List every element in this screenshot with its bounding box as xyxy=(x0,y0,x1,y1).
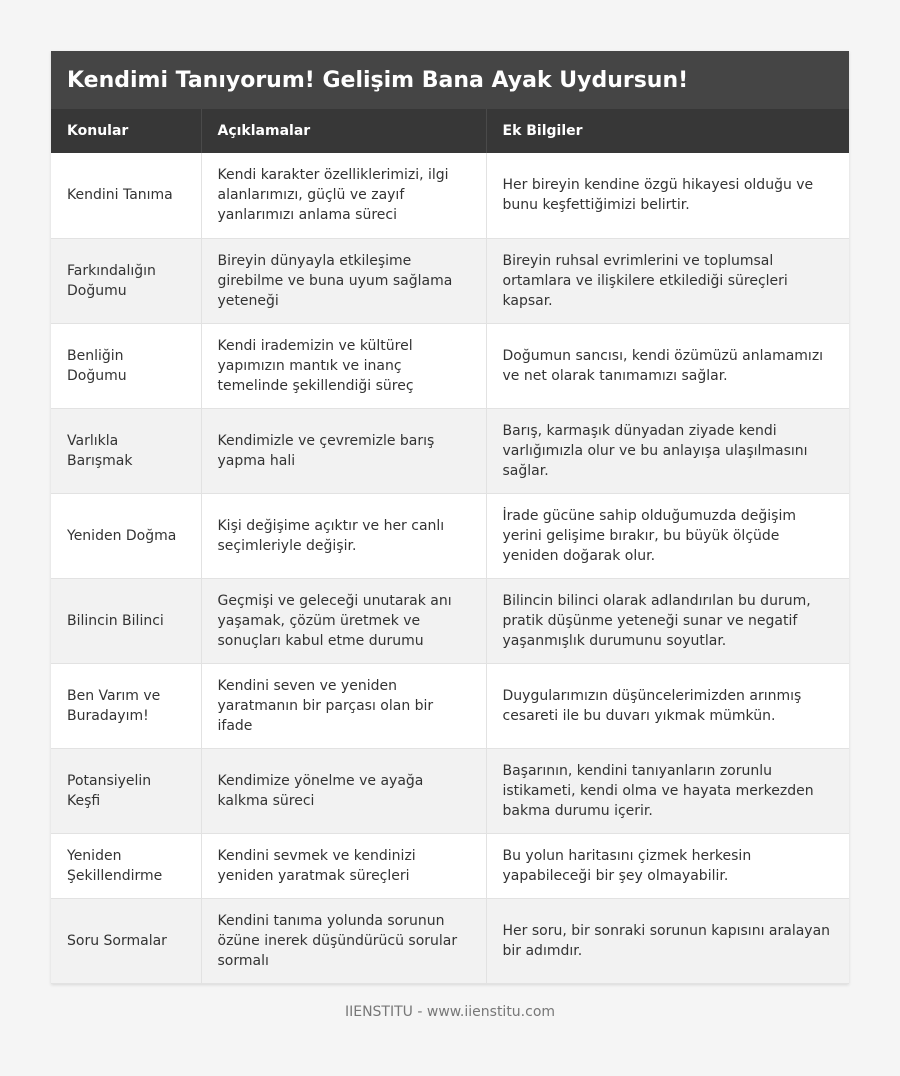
description-cell: Kendimize yönelme ve ayağa kalkma süreci xyxy=(201,748,486,833)
extra-info-cell: Her bireyin kendine özgü hikayesi olduğu ve bunu keşfettiğimizi belirtir. xyxy=(486,153,849,238)
column-header-descriptions: Açıklamalar xyxy=(201,109,486,153)
extra-info-cell: Duygularımızın düşüncelerimizden arınmış cesareti ile bu duvarı yıkmak mümkün. xyxy=(486,663,849,748)
topic-cell: Potansiyelin Keşfi xyxy=(51,748,201,833)
topic-cell: Yeniden Şekillendirme xyxy=(51,833,201,898)
table-header-row xyxy=(51,109,849,153)
topic-cell: Kendini Tanıma xyxy=(51,153,201,238)
table-row xyxy=(51,493,849,578)
description-cell: Kendini sevmek ve kendinizi yeniden yaratmak süreçleri xyxy=(201,833,486,898)
extra-info-cell: Bireyin ruhsal evrimlerini ve toplumsal ortamlara ve ilişkilere etkilediği süreçleri kapsar. xyxy=(486,238,849,323)
topic-cell: Bilincin Bilinci xyxy=(51,578,201,663)
topic-cell: Varlıkla Barışmak xyxy=(51,408,201,493)
extra-info-cell: Barış, karmaşık dünyadan ziyade kendi varlığımızla olur ve bu anlayışa ulaşılmasını sağlar. xyxy=(486,408,849,493)
extra-info-cell: Doğumun sancısı, kendi özümüzü anlamamızı ve net olarak tanımamızı sağlar. xyxy=(486,323,849,408)
table-row xyxy=(51,578,849,663)
table-row xyxy=(51,238,849,323)
topic-cell: Ben Varım ve Buradayım! xyxy=(51,663,201,748)
extra-info-cell: Her soru, bir sonraki sorunun kapısını aralayan bir adımdır. xyxy=(486,898,849,983)
extra-info-cell: İrade gücüne sahip olduğumuzda değişim yerini gelişime bırakır, bu büyük ölçüde yeniden doğarak olur. xyxy=(486,493,849,578)
table-row xyxy=(51,408,849,493)
table-row xyxy=(51,663,849,748)
description-cell: Kendini tanıma yolunda sorunun özüne inerek düşündürücü sorular sormalı xyxy=(201,898,486,983)
description-cell: Kendini seven ve yeniden yaratmanın bir parçası olan bir ifade xyxy=(201,663,486,748)
extra-info-cell: Bu yolun haritasını çizmek herkesin yapabileceği bir şey olmayabilir. xyxy=(486,833,849,898)
description-cell: Kendimizle ve çevremizle barış yapma hali xyxy=(201,408,486,493)
table-row xyxy=(51,898,849,983)
page-title: Kendimi Tanıyorum! Gelişim Bana Ayak Uydursun! xyxy=(51,51,849,109)
description-cell: Kişi değişime açıktır ve her canlı seçimleriyle değişir. xyxy=(201,493,486,578)
table-row xyxy=(51,153,849,238)
topic-cell: Soru Sormalar xyxy=(51,898,201,983)
topics-table xyxy=(51,109,849,984)
column-header-extra-info: Ek Bilgiler xyxy=(486,109,849,153)
topic-cell: Yeniden Doğma xyxy=(51,493,201,578)
table-row xyxy=(51,323,849,408)
topic-cell: Farkındalığın Doğumu xyxy=(51,238,201,323)
table-card xyxy=(51,51,849,984)
extra-info-cell: Başarının, kendini tanıyanların zorunlu istikameti, kendi olma ve hayata merkezden bakma durumu içerir. xyxy=(486,748,849,833)
table-row xyxy=(51,833,849,898)
column-header-topics: Konular xyxy=(51,109,201,153)
description-cell: Kendi irademizin ve kültürel yapımızın mantık ve inanç temelinde şekillendiği süreç xyxy=(201,323,486,408)
description-cell: Geçmişi ve geleceği unutarak anı yaşamak, çözüm üretmek ve sonuçları kabul etme durumu xyxy=(201,578,486,663)
table-row xyxy=(51,748,849,833)
footer-credit: IIENSTITU - www.iienstitu.com xyxy=(344,1004,556,1020)
description-cell: Bireyin dünyayla etkileşime girebilme ve buna uyum sağlama yeteneği xyxy=(201,238,486,323)
topic-cell: Benliğin Doğumu xyxy=(51,323,201,408)
description-cell: Kendi karakter özelliklerimizi, ilgi alanlarımızı, güçlü ve zayıf yanlarımızı anlama süreci xyxy=(201,153,486,238)
extra-info-cell: Bilincin bilinci olarak adlandırılan bu durum, pratik düşünme yeteneği sunar ve negatif yaşanmışlık durumunu soyutlar. xyxy=(486,578,849,663)
